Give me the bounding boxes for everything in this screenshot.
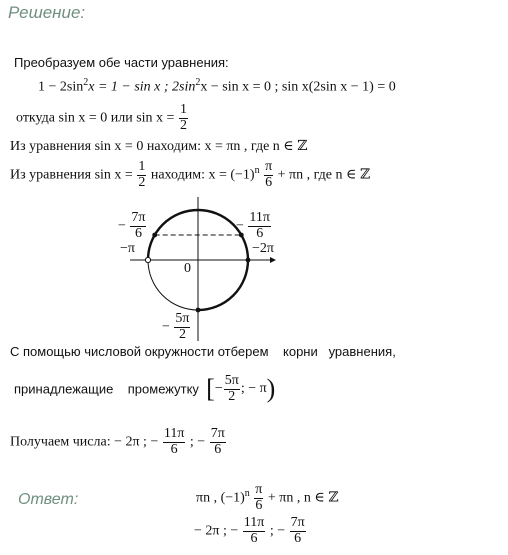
point-2pi	[246, 258, 251, 263]
answer-heading: Ответ:	[18, 491, 79, 508]
label-minus-11pi-6: − $\frac{11\pi}{6}$	[236, 210, 270, 241]
label-minus-pi: −π	[120, 241, 135, 256]
axis-arrow-icon	[270, 257, 276, 263]
point-5pi2	[196, 308, 201, 313]
interval-line: принадлежащие промежутку [− $\frac{5\pi}{2}$ ; − π)	[14, 373, 276, 404]
whence-line: откуда sin x = 0 или sin x = $\frac{1}{2}$	[16, 102, 187, 133]
sin-half-line: Из уравнения sin x = $\frac{1}{2}$ находим: $x = (-1)^n$ $\frac{\pi}{6}$ + πn , где n ∈ ℤ	[10, 159, 371, 190]
point-pi-open	[145, 257, 150, 262]
solution-heading: Решение:	[8, 3, 86, 22]
sin-zero-line: Из уравнения sin x = 0 находим: x = πn , где n ∈ ℤ	[10, 139, 308, 154]
label-minus-7pi-6: − $\frac{7\pi}{6}$	[118, 210, 146, 241]
answer-selected-roots: − 2π ; − $\frac{11\pi}{6}$ ; − $\frac{7\pi}{6}$	[194, 515, 305, 546]
label-minus-5pi-2: − $\frac{5\pi}{2}$	[162, 311, 190, 342]
result-numbers: Получаем числа: − 2π ; − $\frac{11\pi}{6}$ ; − $\frac{7\pi}{6}$	[10, 426, 225, 457]
label-zero: 0	[184, 261, 191, 276]
answer-general-solution: πn , $(-1)^n$ $\frac{\pi}{6}$ + πn , n ∈ ℤ	[196, 482, 339, 513]
transformed-equation: $1 - 2\sin^2x = 1 - \sin x$ ; $2\sin^2x - \sin x = 0$ ; sin x(2sin x − 1) = 0	[38, 77, 396, 95]
intro-text: Преобразуем обе части уравнения:	[14, 55, 229, 70]
selection-line: С помощью числовой окружности отберем корни уравнения,	[10, 344, 396, 359]
label-minus-2pi: −2π	[252, 241, 274, 256]
point-7pi6	[152, 233, 157, 238]
